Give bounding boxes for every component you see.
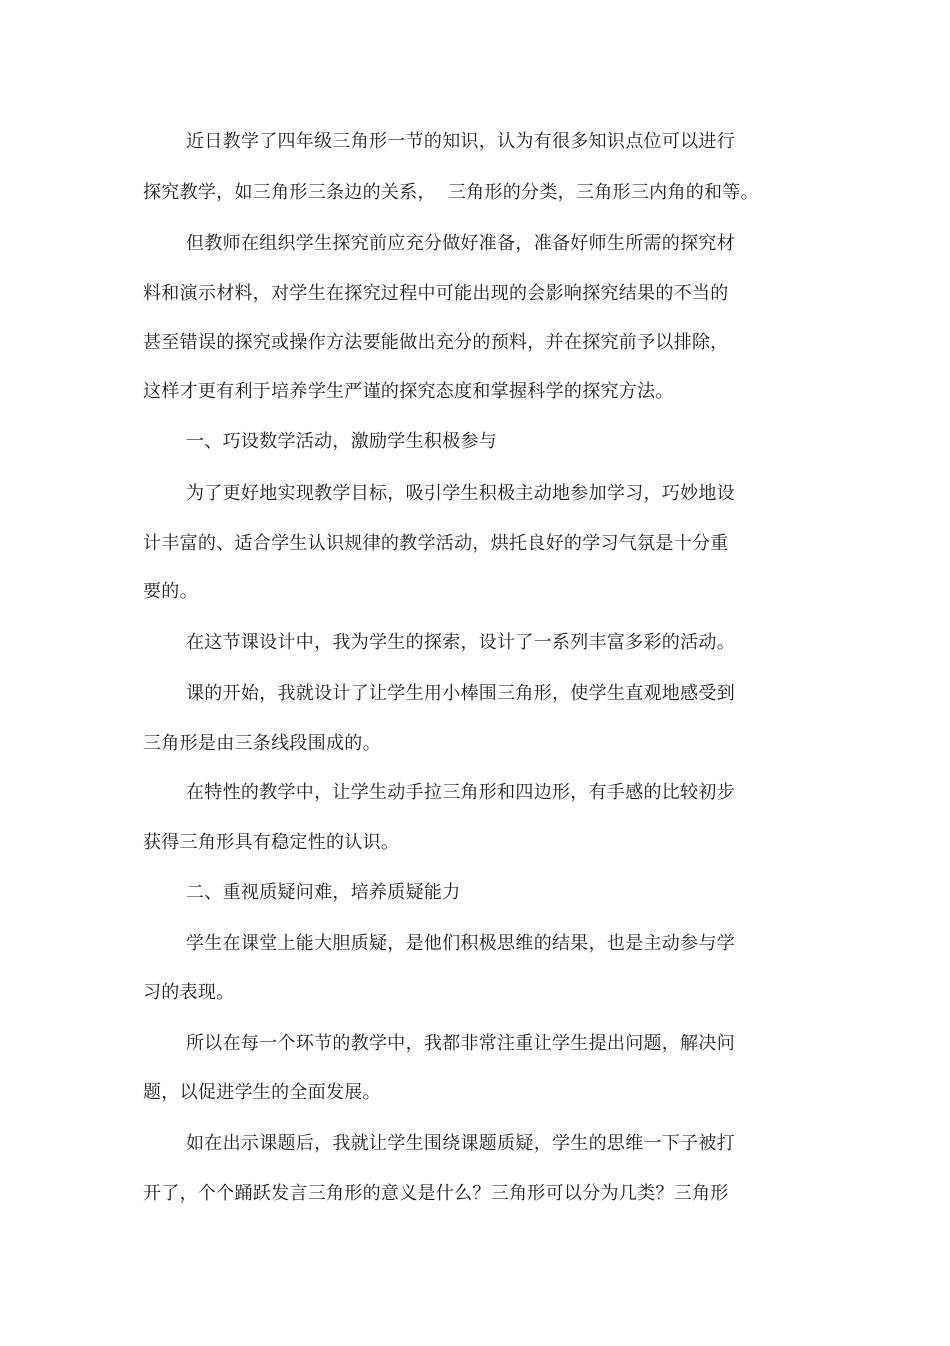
section-heading-1: 一、巧设数学活动，激励学生积极参与	[186, 431, 498, 452]
paragraph-8-line-1: 所以在每一个环节的教学中，我都非常注重让学生提出问题，解决问	[186, 1033, 735, 1054]
paragraph-3-line-1: 为了更好地实现教学目标，吸引学生积极主动地参加学习，巧妙地设	[186, 483, 735, 504]
paragraph-5-line-2: 三角形是由三条线段围成的。	[143, 733, 381, 754]
paragraph-9-line-2: 开了，个个踊跃发言三角形的意义是什么？三角形可以分为几类？三角形	[143, 1183, 729, 1204]
paragraph-9-line-1: 如在出示课题后，我就让学生围绕课题质疑，学生的思维一下子被打	[186, 1133, 735, 1154]
paragraph-2-line-2: 料和演示材料，对学生在探究过程中可能出现的会影响探究结果的不当的	[143, 283, 729, 304]
paragraph-1-line-1: 近日教学了四年级三角形一节的知识，认为有很多知识点位可以进行	[186, 131, 735, 152]
paragraph-7-line-2: 习的表现。	[143, 982, 235, 1003]
paragraph-6-line-1: 在特性的教学中，让学生动手拉三角形和四边形，有手感的比较初步	[186, 782, 735, 803]
paragraph-8-line-2: 题，以促进学生的全面发展。	[143, 1082, 381, 1103]
paragraph-1-line-2: 探究教学，如三角形三条边的关系， 三角形的分类，三角形三内角的和等。	[143, 182, 759, 203]
paragraph-2-line-3: 甚至错误的探究或操作方法要能做出充分的预料，并在探究前予以排除，	[143, 332, 729, 353]
paragraph-4-line-1: 在这节课设计中，我为学生的探索，设计了一系列丰富多彩的活动。	[186, 632, 735, 653]
paragraph-6-line-2: 获得三角形具有稳定性的认识。	[143, 832, 400, 853]
paragraph-5-line-1: 课的开始，我就设计了让学生用小棒围三角形，使学生直观地感受到	[186, 683, 735, 704]
paragraph-7-line-1: 学生在课堂上能大胆质疑，是他们积极思维的结果，也是主动参与学	[186, 933, 735, 954]
section-heading-2: 二、重视质疑问难，培养质疑能力	[186, 882, 461, 903]
paragraph-3-line-2: 计丰富的、适合学生认识规律的教学活动，烘托良好的学习气氛是十分重	[143, 533, 729, 554]
paragraph-2-line-1: 但教师在组织学生探究前应充分做好准备，准备好师生所需的探究材	[186, 233, 735, 254]
paragraph-2-line-4: 这样才更有利于培养学生严谨的探究态度和掌握科学的探究方法。	[143, 381, 674, 402]
paragraph-3-line-3: 要的。	[143, 581, 198, 602]
